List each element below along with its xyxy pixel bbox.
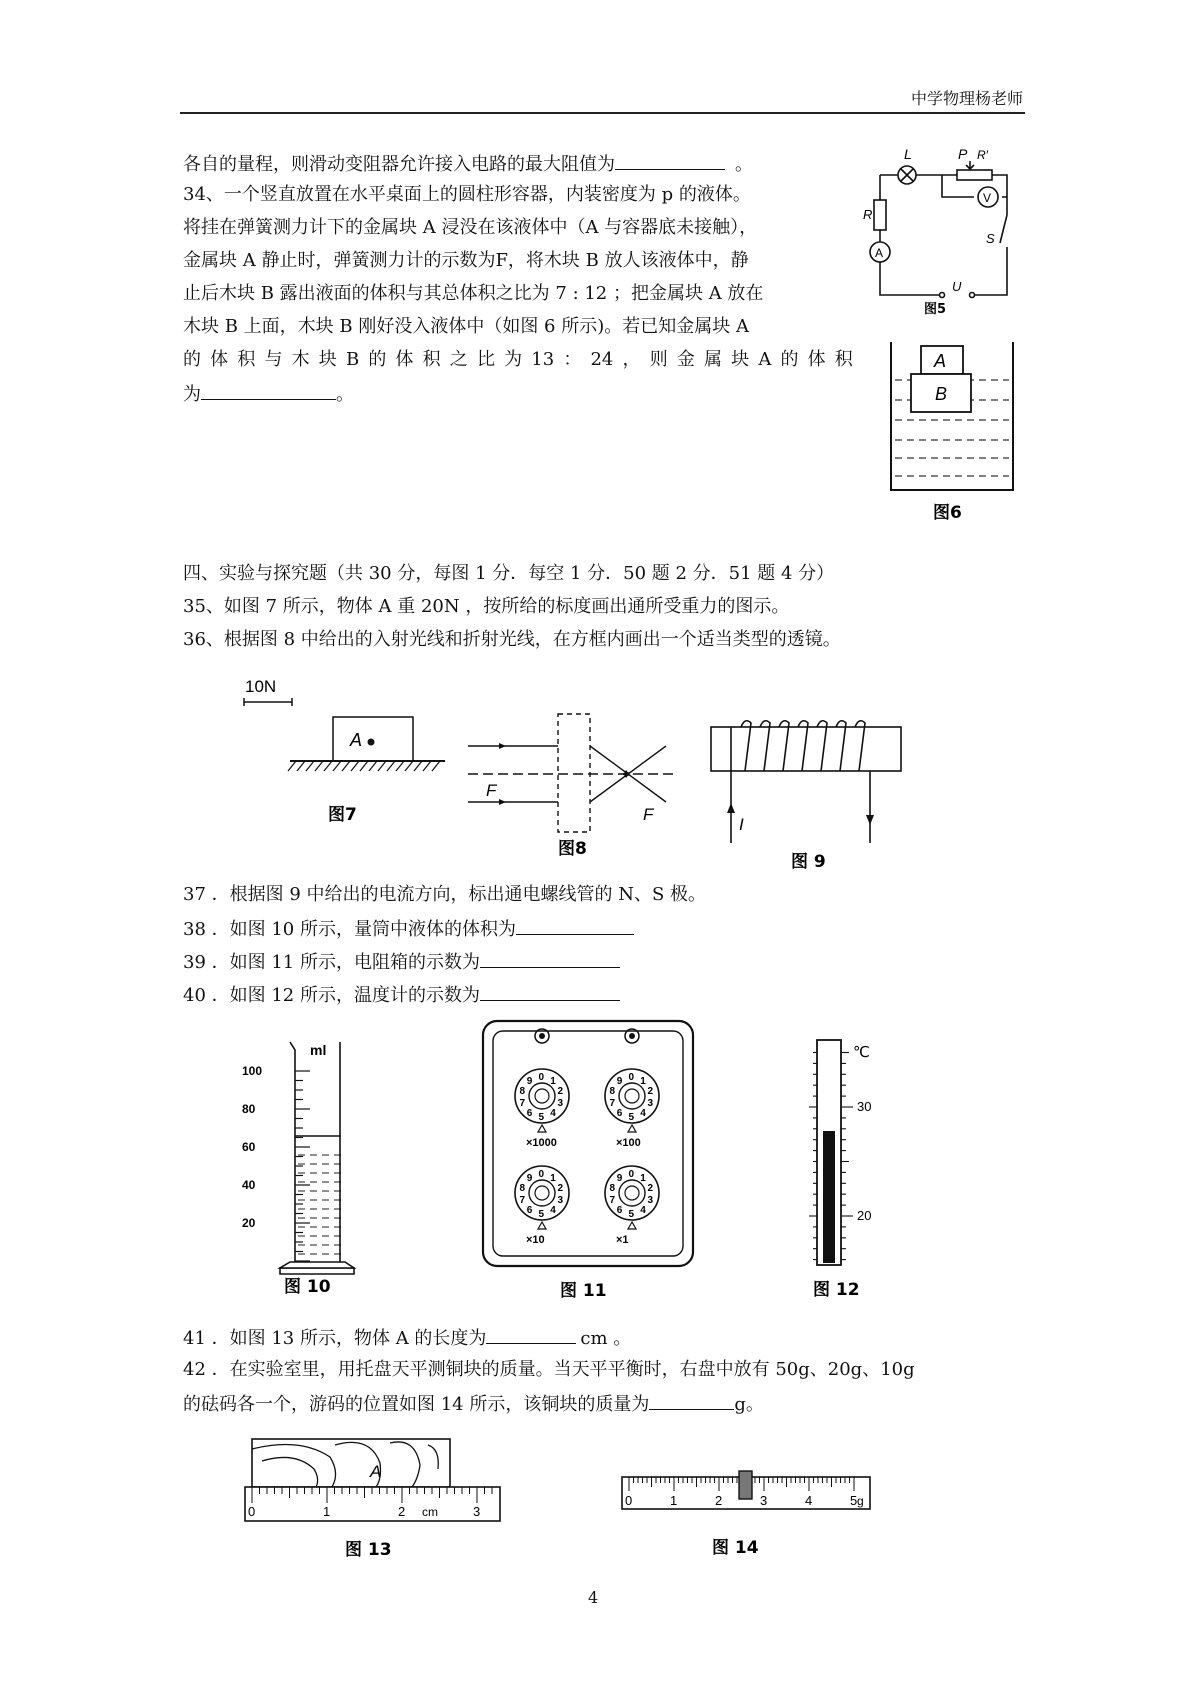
fig7-scale-label: 10N bbox=[245, 677, 277, 696]
q35-text: 35、如图 7 所示，物体 A 重 20N ，按所给的标度画出通所受重力的图示。 bbox=[183, 596, 790, 617]
center-of-gravity-dot bbox=[368, 739, 375, 746]
svg-text:8: 8 bbox=[519, 1182, 526, 1194]
figure-8-caption: 图8 bbox=[558, 839, 587, 857]
svg-text:9: 9 bbox=[616, 1075, 623, 1087]
fig13-unit: cm bbox=[422, 1505, 438, 1519]
q34-line-6-word: 的 bbox=[183, 349, 201, 370]
svg-text:1: 1 bbox=[550, 1075, 556, 1087]
fig13-label-A: A bbox=[370, 1462, 382, 1481]
svg-text:8: 8 bbox=[609, 1182, 616, 1194]
svg-text:5: 5 bbox=[538, 1209, 545, 1220]
q33-tail: 各自的量程，则滑动变阻器允许接入电路的最大阻值为 。 bbox=[183, 151, 753, 177]
svg-text:6: 6 bbox=[526, 1205, 533, 1217]
fig10-unit: ml bbox=[310, 1042, 327, 1058]
svg-text:8: 8 bbox=[609, 1085, 616, 1097]
svg-text:0: 0 bbox=[538, 1169, 545, 1180]
fig10-tick-label: 20 bbox=[242, 1216, 256, 1230]
q34-line-6-word: 体 bbox=[395, 349, 414, 370]
fig12-tick-30: 30 bbox=[857, 1099, 872, 1114]
q34-line-6-word: 之 bbox=[449, 349, 468, 370]
q34-line-6-word: 24 bbox=[590, 349, 614, 370]
fig12-unit: ℃ bbox=[853, 1044, 870, 1061]
q34-line-6-word: 积 bbox=[834, 349, 853, 370]
svg-text:0: 0 bbox=[538, 1072, 545, 1083]
fig10-tick-label: 40 bbox=[242, 1178, 256, 1192]
figure-7-caption: 图7 bbox=[328, 805, 357, 825]
svg-text:5: 5 bbox=[628, 1112, 635, 1123]
svg-text:2: 2 bbox=[557, 1085, 564, 1097]
section-4-title: 四、实验与探究题（共 30 分，每图 1 分．每空 1 分．50 题 2 分．51 题 4 分） bbox=[183, 563, 835, 584]
svg-text:0: 0 bbox=[628, 1072, 635, 1083]
q34-line-1: 34、一个竖直放置在水平桌面上的圆柱形容器，内装密度为 p 的液体。 bbox=[183, 184, 751, 205]
q38-text: 38 ．如图 10 所示，量筒中液体的体积为 bbox=[183, 916, 634, 942]
fig14-tick-label: 2 bbox=[715, 1493, 723, 1508]
svg-text:6: 6 bbox=[616, 1108, 623, 1120]
svg-text:1: 1 bbox=[640, 1075, 646, 1087]
fig10-tick-label: 60 bbox=[242, 1140, 256, 1154]
fig10-tick-label: 80 bbox=[242, 1102, 256, 1116]
q34-line-4: 止后木块 B 露出液面的体积与其总体积之比为 7 : 12 ；把金属块 A 放在 bbox=[183, 283, 764, 304]
rider-weight bbox=[739, 1471, 752, 1499]
svg-text:2: 2 bbox=[647, 1085, 654, 1097]
fig14-tick-label: 3 bbox=[760, 1493, 768, 1508]
svg-text:5: 5 bbox=[538, 1112, 545, 1123]
q34-line-5: 木块 B 上面，木块 B 刚好没入液体中（如图 6 所示)。若已知金属块 A bbox=[183, 316, 749, 337]
svg-text:0: 0 bbox=[628, 1169, 635, 1180]
fig7-label-A: A bbox=[350, 730, 363, 750]
figure-5-caption: 图5 bbox=[924, 302, 947, 315]
q42-line-1: 42 ．在实验室里，用托盘天平测铜块的质量。当天平平衡时，右盘中放有 50g、20g、10g bbox=[183, 1359, 915, 1380]
fig14-tick-label: 4 bbox=[805, 1493, 813, 1508]
q34-line-6-word: 的 bbox=[368, 349, 387, 370]
svg-text:4: 4 bbox=[550, 1108, 556, 1120]
answer-blank[interactable] bbox=[615, 151, 725, 170]
figure-11-caption: 图 11 bbox=[560, 1281, 607, 1301]
q34-line-6-word: 体 bbox=[807, 349, 826, 370]
fig14-tick-label: 1 bbox=[670, 1493, 678, 1508]
svg-text:9: 9 bbox=[526, 1075, 533, 1087]
fig5-label-S: S bbox=[986, 231, 995, 246]
fig10-tick-label: 100 bbox=[242, 1064, 263, 1078]
figure-14-caption: 图 14 bbox=[712, 1538, 759, 1558]
figure-6-container bbox=[885, 340, 1020, 530]
figure-10-cylinder bbox=[240, 1030, 380, 1295]
fig13-tick-label: 0 bbox=[248, 1504, 256, 1519]
q39-text: 39 ．如图 11 所示，电阻箱的示数为 bbox=[183, 949, 620, 975]
svg-text:9: 9 bbox=[616, 1172, 623, 1184]
q36-text: 36、根据图 8 中给出的入射光线和折射光线，在方框内画出一个适当类型的透镜。 bbox=[183, 629, 841, 650]
fig12-tick-20: 20 bbox=[857, 1208, 872, 1223]
q34-line-2: 将挂在弹簧测力计下的金属块 A 浸没在该液体中（A 与容器底未接触）， bbox=[183, 217, 758, 238]
q34-line-6-word: 积 bbox=[422, 349, 441, 370]
fig5-label-R: R bbox=[863, 207, 873, 222]
svg-text:3: 3 bbox=[647, 1195, 654, 1207]
svg-text:3: 3 bbox=[647, 1098, 654, 1110]
dial-multiplier-label: ×100 bbox=[616, 1137, 641, 1149]
answer-blank[interactable] bbox=[480, 949, 620, 968]
q34-line-6-word: 体 bbox=[210, 349, 229, 370]
svg-text:4: 4 bbox=[640, 1108, 646, 1120]
answer-blank[interactable] bbox=[201, 381, 336, 400]
fig14-tick-label: 0 bbox=[625, 1493, 633, 1508]
figure-7-block bbox=[240, 670, 450, 830]
fig13-tick-label: 1 bbox=[323, 1504, 331, 1519]
figure-6-caption: 图6 bbox=[933, 503, 962, 523]
figure-10-caption: 图 10 bbox=[284, 1277, 331, 1295]
figure-9-solenoid bbox=[703, 715, 923, 875]
answer-blank[interactable] bbox=[649, 1391, 734, 1410]
fig13-tick-label: 3 bbox=[473, 1504, 481, 1519]
fig5-label-V: V bbox=[983, 191, 992, 205]
q34-line-6-word: 木 bbox=[291, 349, 310, 370]
q34-line-6-word: 的 bbox=[780, 349, 799, 370]
q34-line-6 bbox=[183, 348, 853, 372]
svg-text:6: 6 bbox=[526, 1108, 533, 1120]
q34-line-6-word: 块 bbox=[318, 349, 337, 370]
figure-14-rider-scale bbox=[617, 1465, 877, 1560]
fig9-label-I: I bbox=[739, 815, 744, 834]
svg-text:8: 8 bbox=[519, 1085, 526, 1097]
fig13-tick-label: 2 bbox=[398, 1504, 406, 1519]
figure-12-thermometer bbox=[805, 1035, 905, 1300]
dial-multiplier-label: ×10 bbox=[526, 1234, 545, 1246]
fig8-label-F-left: F bbox=[486, 781, 497, 800]
q34-line-6-word: 块 bbox=[731, 349, 750, 370]
q34-line-3: 金属块 A 静止时，弹簧测力计的示数为F，将木块 B 放人该液体中，静 bbox=[183, 250, 749, 271]
q34-line-6-word: 则 bbox=[649, 349, 668, 370]
fig14-tick-label: 5 bbox=[850, 1493, 858, 1508]
q42-line-2: 的砝码各一个，游码的位置如图 14 所示，该铜块的质量为 g。 bbox=[183, 1391, 764, 1417]
q34-line-6-word: B bbox=[345, 349, 360, 370]
svg-text:7: 7 bbox=[609, 1195, 616, 1207]
q34-line-6-word: ， bbox=[622, 349, 641, 370]
svg-text:7: 7 bbox=[519, 1098, 526, 1110]
q41-text: 41 ．如图 13 所示，物体 A 的长度为 cm 。 bbox=[183, 1325, 631, 1351]
svg-text:4: 4 bbox=[550, 1205, 556, 1217]
fig6-label-B: B bbox=[935, 384, 948, 404]
q34-line-6-word: 积 bbox=[237, 349, 256, 370]
fig5-label-L: L bbox=[904, 146, 912, 162]
svg-text:3: 3 bbox=[557, 1195, 564, 1207]
fig5-label-P: P bbox=[958, 146, 968, 162]
svg-text:1: 1 bbox=[550, 1172, 556, 1184]
answer-blank[interactable] bbox=[486, 1325, 576, 1344]
q37-text: 37 ．根据图 9 中给出的电流方向，标出通电螺线管的 N、S 极。 bbox=[183, 884, 707, 905]
q34-line-6-word: 为 bbox=[504, 349, 523, 370]
q34-line-6-word: ： bbox=[563, 349, 582, 370]
page-number: 4 bbox=[588, 1588, 599, 1607]
q34-line-7: 为 。 bbox=[183, 381, 354, 407]
q34-line-6-word: 比 bbox=[476, 349, 495, 370]
q34-line-6-word: 与 bbox=[264, 349, 283, 370]
svg-text:7: 7 bbox=[609, 1098, 616, 1110]
q40-text: 40 ．如图 12 所示，温度计的示数为 bbox=[183, 982, 620, 1008]
fig5-label-A: A bbox=[875, 246, 884, 260]
svg-text:7: 7 bbox=[519, 1195, 526, 1207]
svg-text:9: 9 bbox=[526, 1172, 533, 1184]
figure-9-caption: 图 9 bbox=[791, 852, 826, 872]
svg-text:2: 2 bbox=[647, 1182, 654, 1194]
fig5-label-U: U bbox=[952, 279, 962, 294]
fig14-unit: g bbox=[857, 1494, 864, 1508]
svg-text:2: 2 bbox=[557, 1182, 564, 1194]
svg-text:6: 6 bbox=[616, 1205, 623, 1217]
svg-text:3: 3 bbox=[557, 1098, 564, 1110]
q34-line-6-word: 属 bbox=[704, 349, 723, 370]
dial-multiplier-label: ×1 bbox=[616, 1234, 629, 1246]
svg-text:4: 4 bbox=[640, 1205, 646, 1217]
page-header bbox=[180, 82, 1025, 114]
mercury-column bbox=[823, 1131, 835, 1263]
figure-13-ruler bbox=[240, 1435, 510, 1560]
figure-12-caption: 图 12 bbox=[813, 1280, 860, 1300]
svg-text:1: 1 bbox=[640, 1172, 646, 1184]
dial-multiplier-label: ×1000 bbox=[526, 1137, 557, 1149]
svg-text:5: 5 bbox=[628, 1209, 635, 1220]
figure-5-circuit bbox=[862, 145, 1034, 315]
header-source: 中学物理杨老师 bbox=[910, 89, 1023, 108]
fig8-label-F-right: F bbox=[643, 805, 654, 824]
q34-line-6-word: 13 bbox=[531, 349, 555, 370]
q34-line-6-word: A bbox=[758, 349, 772, 370]
q34-line-6-word: 金 bbox=[676, 349, 695, 370]
figure-8-lens-box bbox=[468, 712, 683, 857]
answer-blank[interactable] bbox=[480, 982, 620, 1001]
answer-blank[interactable] bbox=[516, 916, 634, 935]
fig5-label-Rp: R′ bbox=[977, 148, 988, 162]
fig6-label-A: A bbox=[934, 351, 947, 371]
figure-11-resistance-box bbox=[480, 1018, 700, 1303]
figure-13-caption: 图 13 bbox=[345, 1540, 392, 1560]
